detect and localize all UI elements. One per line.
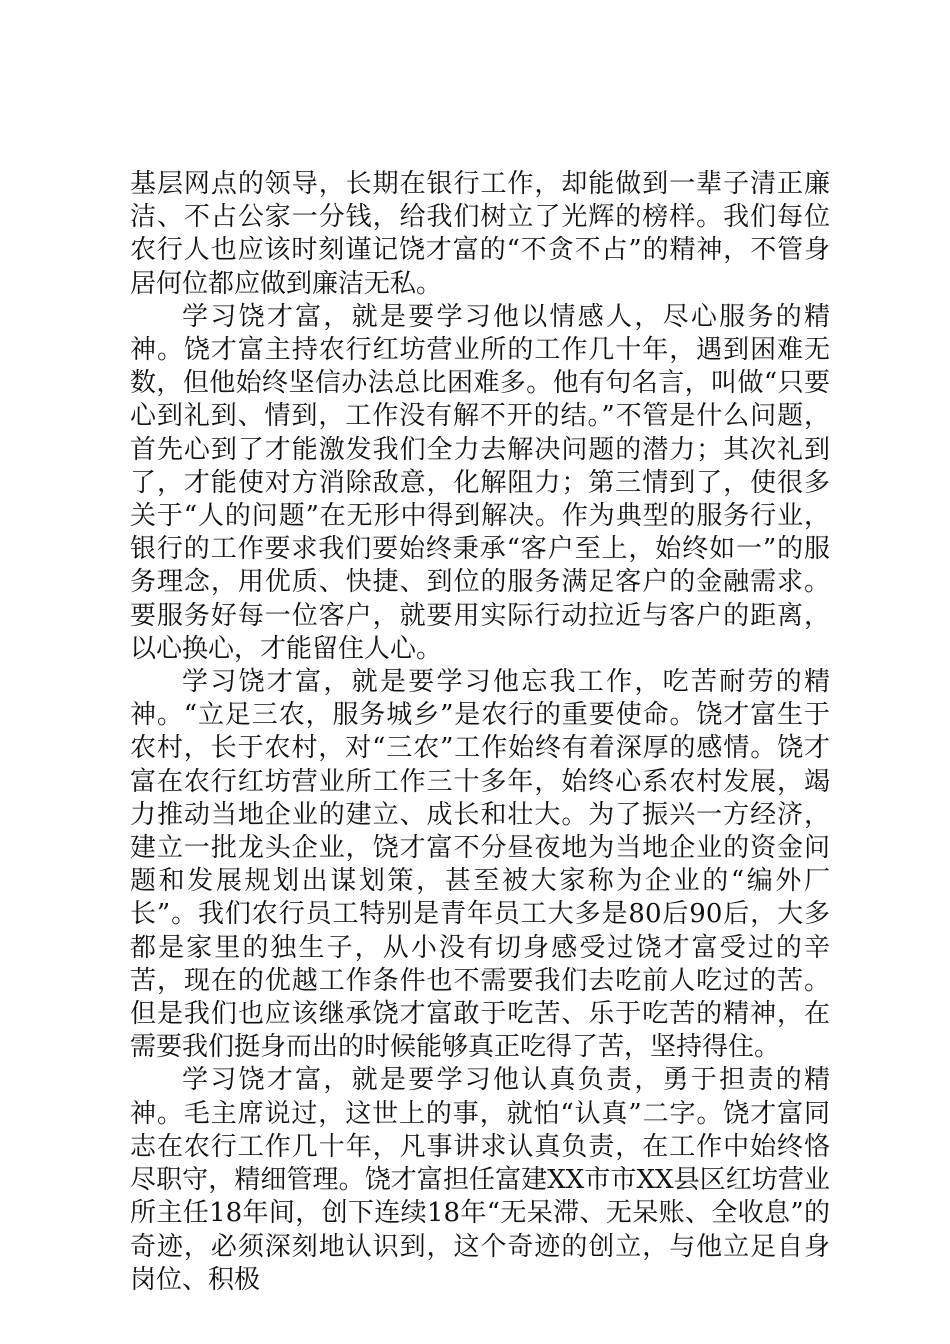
document-body <box>130 168 830 1297</box>
paragraph-4: 学习饶才富，就是要学习他认真负责，勇于担责的精神。毛主席说过，这世上的事，就怕“认真”二字。饶才富同志在农行工作几十年，凡事讲求认真负责，在工作中始终恪尽职守，精细管理。饶才富担任富建XX市市XX县区红坊营业所主任18年间，创下连续18年“无呆滞、无呆账、全收息”的奇迹，必须深刻地认识到，这个奇迹的创立，与他立足自身岗位、积极 <box>130 1065 830 1295</box>
paragraph-2: 学习饶才富，就是要学习他以情感人，尽心服务的精神。饶才富主持农行红坊营业所的工作几十年，遇到困难无数，但他始终坚信办法总比困难多。他有句名言，叫做“只要心到礼到、情到，工作没有解不开的结。”不管是什么问题，首先心到了才能激发我们全力去解决问题的潜力；其次礼到了，才能使对方消除敌意，化解阻力；第三情到了，使很多关于“人的问题”在无形中得到解决。作为典型的服务行业，银行的工作要求我们要始终秉承“客户至上，始终如一”的服务理念，用优质、快捷、到位的服务满足客户的金融需求。要服务好每一位客户，就要用实际行动拉近与客户的距离，以心换心，才能留住人心。 <box>130 301 830 664</box>
paragraph-3: 学习饶才富，就是要学习他忘我工作，吃苦耐劳的精神。“立足三农，服务城乡”是农行的重要使命。饶才富生于农村，长于农村，对“三农”工作始终有着深厚的感情。饶才富在农行红坊营业所工作三十多年，始终心系农村发展，竭力推动当地企业的建立、成长和壮大。为了振兴一方经济，建立一批龙头企业，饶才富不分昼夜地为当地企业的资金问题和发展规划出谋划策，甚至被大家称为企业的“编外厂长”。我们农行员工特别是青年员工大多是80后90后，大多都是家里的独生子，从小没有切身感受过饶才富受过的辛苦，现在的优越工作条件也不需要我们去吃前人吃过的苦。但是我们也应该继承饶才富敢于吃苦、乐于吃苦的精神，在需要我们挺身而出的时候能够真正吃得了苦，坚持得住。 <box>130 667 830 1063</box>
paragraph-1: 基层网点的领导，长期在银行工作，却能做到一辈子清正廉洁、不占公家一分钱，给我们树立了光辉的榜样。我们每位农行人也应该时刻谨记饶才富的“不贪不占”的精神，不管身居何位都应做到廉洁无私。 <box>130 169 830 299</box>
